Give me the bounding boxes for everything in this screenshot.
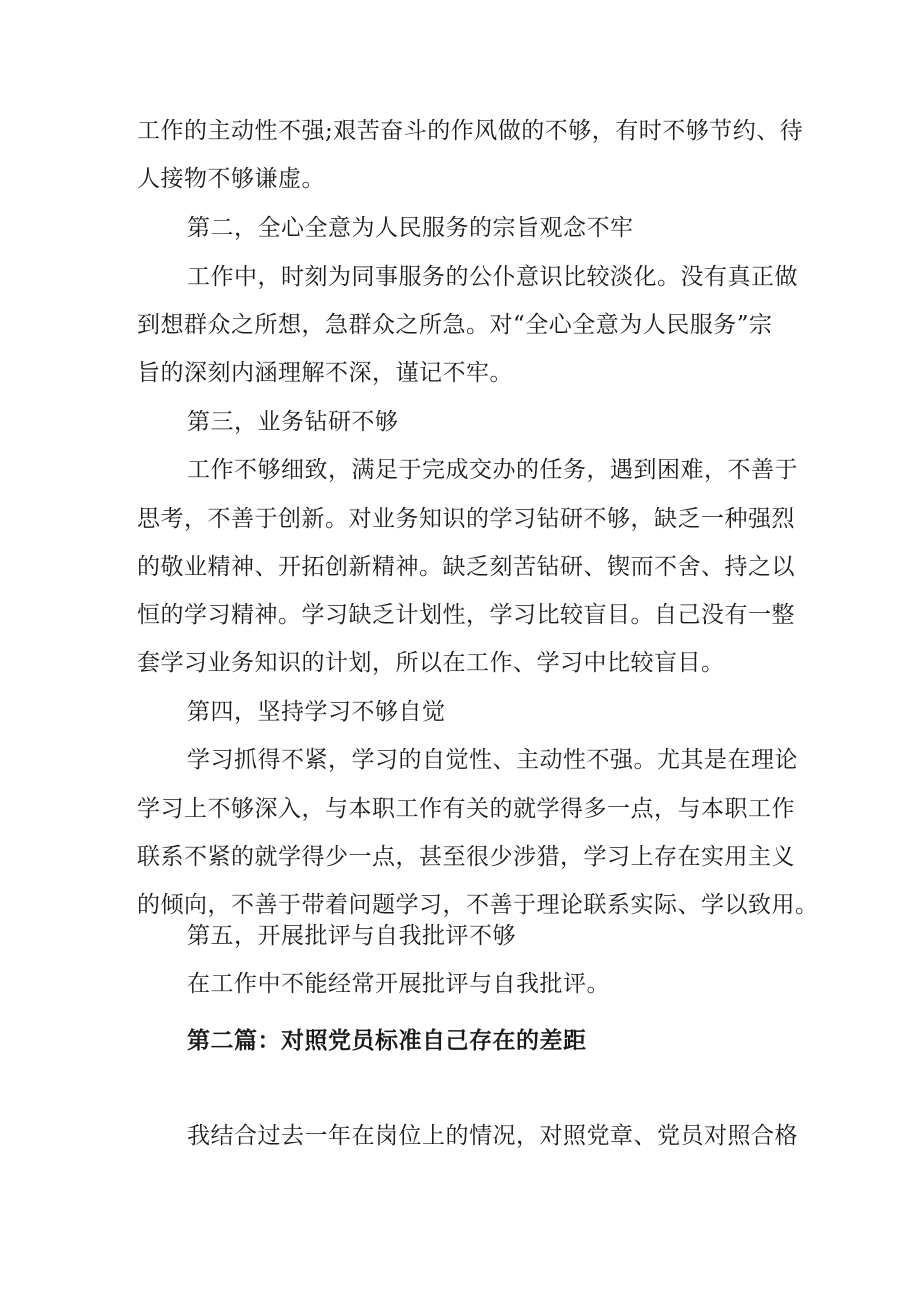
body-text-line: 恒的学习精神。学习缺乏计划性，学习比较盲目。自己没有一整 xyxy=(137,602,795,628)
body-text-line: 在工作中不能经常开展批评与自我批评。 xyxy=(187,971,610,997)
body-text-line: 的敬业精神、开拓创新精神。缺乏刻苦钻研、锲而不舍、持之以 xyxy=(137,554,795,580)
body-text-line: 到想群众之所想，急群众之所急。对“全心全意为人民服务”宗 xyxy=(137,312,773,338)
body-text-line: 学习上不够深入，与本职工作有关的就学得多一点，与本职工作 xyxy=(137,796,795,822)
body-text-line: 联系不紧的就学得少一点，甚至很少涉猎，学习上存在实用主义 xyxy=(137,844,795,870)
body-text-line: 学习抓得不紧，学习的自觉性、主动性不强。尤其是在理论 xyxy=(187,747,798,773)
body-text-line: 思考，不善于创新。对业务知识的学习钻研不够，缺乏一种强烈 xyxy=(137,506,795,532)
section-heading: 第二，全心全意为人民服务的宗旨观念不牢 xyxy=(187,215,634,241)
body-text-line: 工作中，时刻为同事服务的公仆意识比较淡化。没有真正做 xyxy=(187,264,798,290)
section-heading: 第三，业务钻研不够 xyxy=(187,409,399,435)
body-text-line: 套学习业务知识的计划，所以在工作、学习中比较盲目。 xyxy=(137,650,725,676)
section-heading: 第五，开展批评与自我批评不够 xyxy=(187,923,516,949)
body-text-line: 的倾向，不善于带着问题学习，不善于理论联系实际、学以致用。 xyxy=(137,892,819,918)
body-text-line: 人接物不够谦虚。 xyxy=(137,166,325,192)
body-text-line: 旨的深刻内涵理解不深，谨记不牢。 xyxy=(137,360,513,386)
body-text-line: 我结合过去一年在岗位上的情况，对照党章、党员对照合格 xyxy=(187,1123,798,1149)
section-heading: 第四，坚持学习不够自觉 xyxy=(187,699,446,725)
body-text-line: 工作的主动性不强;艰苦奋斗的作风做的不够，有时不够节约、待 xyxy=(137,118,804,144)
body-text-line: 工作不够细致，满足于完成交办的任务，遇到困难，不善于 xyxy=(187,457,798,483)
chapter-title: 第二篇：对照党员标准自己存在的差距 xyxy=(187,1027,587,1054)
